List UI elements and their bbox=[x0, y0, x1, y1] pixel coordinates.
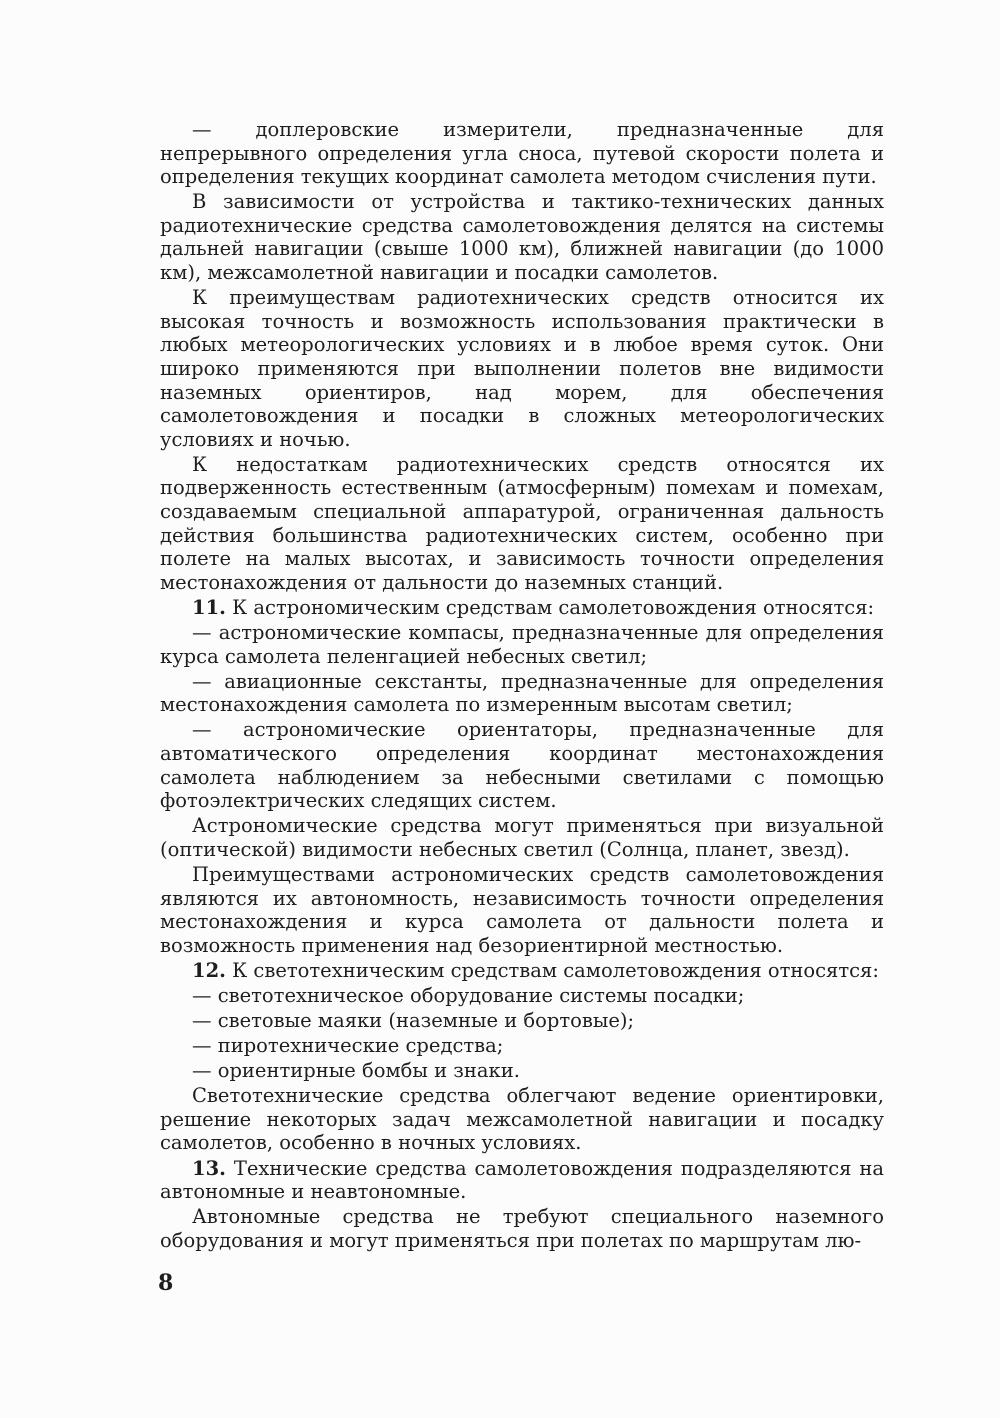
numbered-paragraph bbox=[160, 596, 884, 620]
paragraph-text: В зависимости от устройства и тактико-технических данных радиотехнические средства самолетовождения делятся на системы дальней навигации (свыше 1000 км), ближней навигации (до 1000 км), межсамолетной навигации и посадки самолетов. bbox=[160, 190, 884, 285]
page-number: 8 bbox=[158, 1270, 174, 1296]
paragraph bbox=[160, 1205, 884, 1252]
numbered-paragraph bbox=[160, 1157, 884, 1204]
paragraph-number: 12. bbox=[192, 958, 226, 982]
paragraph-number: 11. bbox=[192, 595, 226, 619]
paragraph bbox=[160, 453, 884, 595]
list-item bbox=[160, 670, 884, 717]
paragraph-text: — световые маяки (наземные и бортовые); bbox=[192, 1008, 635, 1032]
paragraph-text: — ориентирные бомбы и знаки. bbox=[192, 1059, 520, 1083]
paragraph-text: — светотехническое оборудование системы посадки; bbox=[192, 983, 745, 1007]
paragraph bbox=[160, 190, 884, 284]
paragraph-text: К преимуществам радиотехнических средств относится их высокая точность и возможность использования практически в любых метеорологических условиях и в любое время суток. Они широко применяются при выполнении полетов вне видимости наземных ориентиров, над морем, для обеспечения самолетовождения и посадки в сложных метеорологических условиях и ночью. bbox=[160, 286, 884, 451]
paragraph-text: К недостаткам радиотехнических средств относятся их подверженность естественным (атмосферным) помехам и помехам, создаваемым специальной аппаратурой, ограниченная дальность действия большинства радиотехнических систем, особенно при полете на малых высотах, и зависимость точности определения местонахождения от дальности до наземных станций. bbox=[160, 452, 884, 594]
paragraph-text: — пиротехнические средства; bbox=[192, 1034, 504, 1058]
paragraph-text: Преимуществами астрономических средств самолетовождения являются их автономность, независимость точности определения местонахождения и курса самолета от дальности полета и возможность применения над безориентирной местностью. bbox=[160, 862, 884, 957]
paragraph-text: Астрономические средства могут применяться при визуальной (оптической) видимости небесных светил (Солнца, планет, звезд). bbox=[160, 814, 884, 861]
paragraph bbox=[160, 814, 884, 861]
list-item bbox=[160, 1009, 884, 1033]
list-item bbox=[160, 984, 884, 1008]
paragraph-text: — астрономические компасы, предназначенные для определения курса самолета пеленгацией небесных светил; bbox=[160, 620, 884, 668]
list-item bbox=[160, 1059, 884, 1083]
paragraph-text: Светотехнические средства облегчают ведение ориентировки, решение некоторых задач межсамолетной навигации и посадку самолетов, особенно в ночных условиях. bbox=[160, 1084, 884, 1155]
paragraph-text: — астрономические ориентаторы, предназначенные для автоматического определения координат местонахождения самолета наблюдением за небесными светилами с помощью фотоэлектрических следящих систем. bbox=[160, 718, 884, 813]
paragraph-text: Автономные средства не требуют специального наземного оборудования и могут применяться при полетах по маршрутам лю- bbox=[160, 1205, 884, 1252]
list-item bbox=[160, 621, 884, 668]
list-item bbox=[160, 1034, 884, 1058]
body-text bbox=[160, 118, 884, 1254]
paragraph bbox=[160, 1084, 884, 1155]
paragraph bbox=[160, 863, 884, 957]
paragraph-text: К астрономическим средствам самолетовождения относятся: bbox=[232, 595, 875, 619]
paragraph-number: 13. bbox=[192, 1156, 226, 1180]
list-item bbox=[160, 718, 884, 812]
list-item bbox=[160, 118, 884, 189]
paragraph-text: Технические средства самолетовождения подразделяются на автономные и неавтономные. bbox=[160, 1156, 884, 1204]
paragraph bbox=[160, 286, 884, 451]
paragraph-text: — авиационные секстанты, предназначенные для определения местонахождения самолета по измеренным высотам светил; bbox=[160, 669, 884, 717]
numbered-paragraph bbox=[160, 959, 884, 983]
paragraph-text: — доплеровские измерители, предназначенные для непрерывного определения угла сноса, путевой скорости полета и определения текущих координат самолета методом счисления пути. bbox=[160, 118, 884, 189]
paragraph-text: К светотехническим средствам самолетовождения относятся: bbox=[232, 958, 879, 982]
